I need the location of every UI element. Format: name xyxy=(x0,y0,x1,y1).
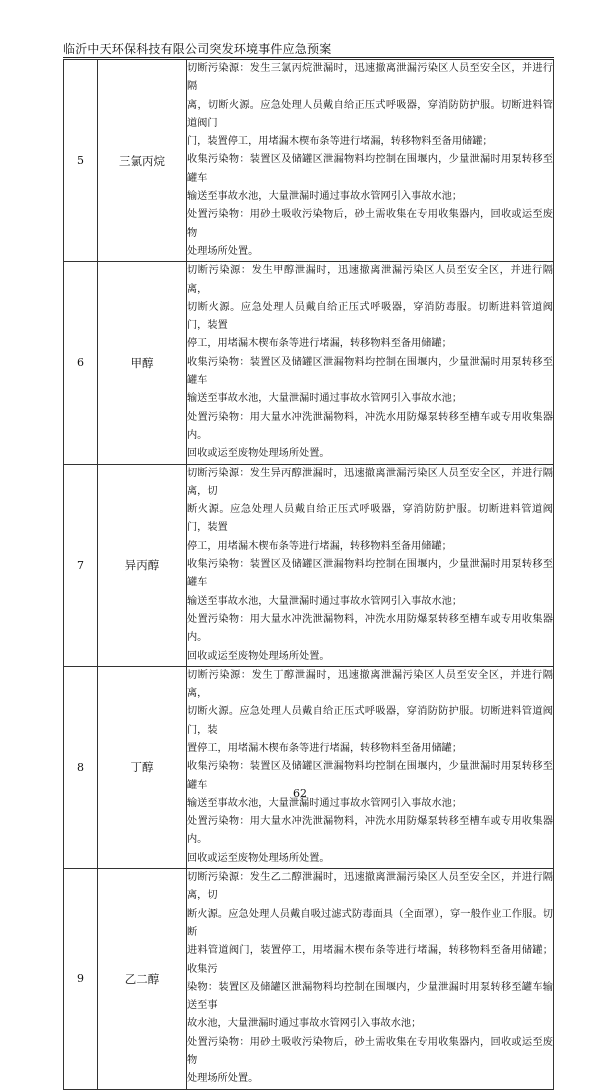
table-row xyxy=(64,869,554,1090)
procedure-text xyxy=(187,464,554,666)
procedure-line: 输送至事故水池，大量泄漏时通过事故水管网引入事故水池； xyxy=(187,191,463,203)
procedure-text xyxy=(187,666,554,868)
chemical-name: 三氯丙烷 xyxy=(98,60,187,262)
procedure-line: 输送至事故水池，大量泄漏时通过事故水管网引入事故水池； xyxy=(187,797,463,809)
procedure-line: 收集污染物：装置区及储罐区泄漏物料均控制在围堰内，少量泄漏时用泵转移至罐车 xyxy=(187,559,553,589)
procedure-line: 染物：装置区及储罐区泄漏物料均控制在围堰内，少量泄漏时用泵转移至罐车输送至事 xyxy=(187,981,553,1012)
chemical-name: 乙二醇 xyxy=(98,869,187,1090)
emergency-procedure-table xyxy=(63,59,554,1090)
table-row xyxy=(64,262,554,464)
procedure-text xyxy=(187,60,554,262)
procedure-text xyxy=(187,869,554,1090)
procedure-line: 输送至事故水池，大量泄漏时通过事故水管网引入事故水池； xyxy=(187,595,463,607)
table-row xyxy=(64,666,554,868)
table-row xyxy=(64,464,554,666)
procedure-line: 处置污染物：用大量水冲洗泄漏物料，冲洗水用防爆泵转移至槽车或专用收集器内。 xyxy=(187,613,553,644)
chemical-name: 丁醇 xyxy=(98,666,187,868)
header-divider xyxy=(63,57,554,58)
procedure-line: 断火源。应急处理人员戴自吸过滤式防毒面具（全面罩），穿一般作业工作服。切断 xyxy=(187,908,553,938)
procedure-line: 输送至事故水池，大量泄漏时通过事故水管网引入事故水池； xyxy=(187,393,463,405)
row-number: 7 xyxy=(64,464,98,666)
row-number: 8 xyxy=(64,666,98,868)
procedure-line: 停工，用堵漏木楔布条等进行堵漏，转移物料至备用储罐； xyxy=(187,540,452,552)
row-number: 9 xyxy=(64,869,98,1090)
procedure-line: 置停工，用堵漏木楔布条等进行堵漏，转移物料至备用储罐； xyxy=(187,742,463,754)
table-row xyxy=(64,60,554,262)
procedure-line: 切断污染源：发生丁醇泄漏时，迅速撤离泄漏污染区人员至安全区，并进行隔离， xyxy=(187,669,553,700)
procedure-line: 处理场所处置。 xyxy=(187,245,259,257)
procedure-line: 切断火源。应急处理人员戴自给正压式呼吸器，穿消防毒服。切断进料管道阀门，装置 xyxy=(187,301,553,332)
procedure-line: 回收或运至废物处理场所处置。 xyxy=(187,650,330,662)
document-header-title: 临沂中天环保科技有限公司突发环境事件应急预案 xyxy=(63,42,332,56)
procedure-line: 切断污染源：发生乙二醇泄漏时，迅速撤离泄漏污染区人员至安全区，并进行隔离，切 xyxy=(187,872,553,902)
procedure-line: 收集污染物：装置区及储罐区泄漏物料均控制在围堰内，少量泄漏时用泵转移至罐车 xyxy=(187,154,553,184)
procedure-line: 切断污染源：发生三氯丙烷泄漏时，迅速撤离泄漏污染区人员至安全区，并进行隔 xyxy=(187,63,553,93)
procedure-line: 处理场所处置。 xyxy=(187,1073,259,1085)
procedure-line: 收集污染物：装置区及储罐区泄漏物料均控制在围堰内，少量泄漏时用泵转移至罐车 xyxy=(187,356,553,387)
procedure-line: 处置污染物：用大量水冲洗泄漏物料，冲洗水用防爆泵转移至槽车或专用收集器内。 xyxy=(187,816,553,846)
procedure-line: 停工，用堵漏木楔布条等进行堵漏，转移物料至备用储罐； xyxy=(187,338,452,350)
procedure-line: 处置污染物：用砂土吸收污染物后，砂土需收集在专用收集器内，回收或运至废物 xyxy=(187,209,553,239)
procedure-text xyxy=(187,262,554,464)
procedure-line: 回收或运至废物处理场所处置。 xyxy=(187,448,330,460)
procedure-line: 回收或运至废物处理场所处置。 xyxy=(187,852,330,864)
chemical-name: 甲醇 xyxy=(98,262,187,464)
procedure-line: 离，切断火源。应急处理人员戴自给正压式呼吸器，穿消防防护服。切断进料管道阀门 xyxy=(187,99,553,129)
procedure-line: 处置污染物：用砂土吸收污染物后，砂土需收集在专用收集器内，回收或运至废物 xyxy=(187,1036,553,1067)
row-number: 6 xyxy=(64,262,98,464)
procedure-line: 切断火源。应急处理人员戴自给正压式呼吸器，穿消防防护服。切断进料管道阀门，装 xyxy=(187,706,553,736)
procedure-line: 进料管道阀门，装置停工，用堵漏木楔布条等进行堵漏，转移物料至备用储罐；收集污 xyxy=(187,945,553,975)
chemical-name: 异丙醇 xyxy=(98,464,187,666)
procedure-line: 门，装置停工，用堵漏木楔布条等进行堵漏，转移物料至备用储罐； xyxy=(187,136,493,148)
page-number: 62 xyxy=(293,787,307,800)
procedure-line: 故水池，大量泄漏时通过事故水管网引入事故水池； xyxy=(187,1018,422,1030)
procedure-line: 切断污染源：发生甲醇泄漏时，迅速撤离泄漏污染区人员至安全区，并进行隔离， xyxy=(187,265,553,295)
procedure-line: 断火源。应急处理人员戴自给正压式呼吸器，穿消防防护服。切断进料管道阀门，装置 xyxy=(187,504,553,534)
procedure-line: 收集污染物：装置区及储罐区泄漏物料均控制在围堰内，少量泄漏时用泵转移至罐车 xyxy=(187,761,553,791)
procedure-line: 处置污染物：用大量水冲洗泄漏物料，冲洗水用防爆泵转移至槽车或专用收集器内。 xyxy=(187,411,553,441)
procedure-line: 切断污染源：发生异丙醇泄漏时，迅速撤离泄漏污染区人员至安全区，并进行隔离，切 xyxy=(187,467,553,497)
row-number: 5 xyxy=(64,60,98,262)
